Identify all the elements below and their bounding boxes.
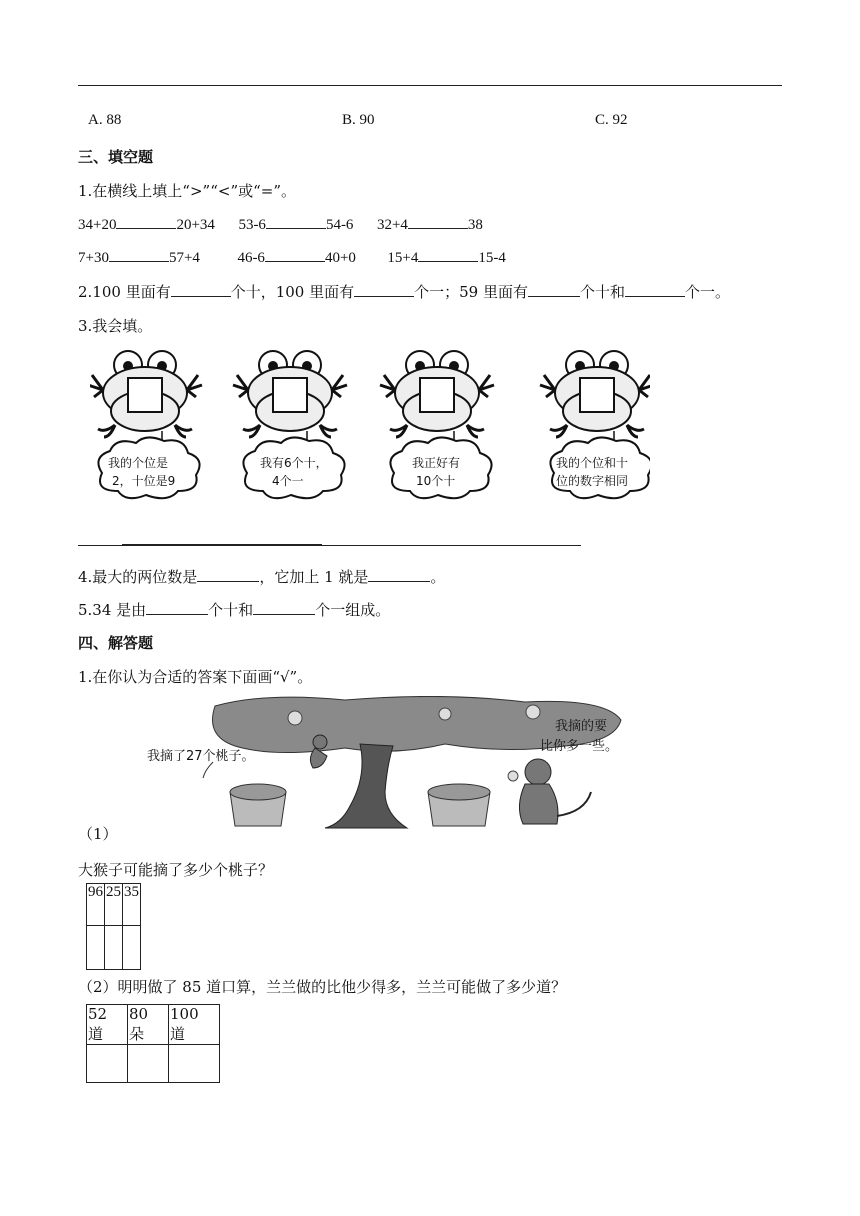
frog-3-text-2: 10个十 (416, 474, 456, 488)
blank[interactable] (171, 281, 231, 297)
check-cell[interactable] (87, 926, 105, 970)
frog-2-text-2: 4个一 (272, 474, 304, 488)
peach-tree-illustration (145, 696, 630, 830)
expr-right: 54-6 (325, 217, 354, 233)
expr-left: 53-6 (238, 217, 266, 233)
expr-right: 40+0 (324, 250, 356, 266)
check-cell[interactable] (128, 1045, 169, 1083)
choice-b: B. 90 (342, 112, 375, 128)
option-cell: 52 道 (87, 1005, 128, 1045)
expr-right: 38 (467, 217, 483, 233)
option-cell: 80 朵 (128, 1005, 169, 1045)
compare-row-2 (78, 246, 506, 267)
s4-q1-prompt: 1.在你认为合适的答案下面画“√”。 (78, 668, 313, 686)
check-cell[interactable] (105, 926, 123, 970)
option-cell: 35 (123, 884, 141, 926)
compare-row-1 (78, 213, 483, 234)
choice-a: A. 88 (88, 112, 122, 128)
blank[interactable] (109, 246, 169, 262)
answer-rule[interactable] (78, 545, 581, 546)
sub1-question: 大猴子可能摘了多少个桃子？ (78, 861, 274, 879)
sub1-answer-table (86, 883, 141, 970)
bubble-left-text: 我摘了27个桃子。 (147, 749, 255, 764)
blank[interactable] (197, 566, 259, 582)
expr-right: 20+34 (176, 217, 215, 233)
section-4-title: 四、解答题 (78, 634, 154, 652)
q2-line: 2.100 里面有 个十，100 里面有 个一；59 里面有 个十和 个一。 (78, 283, 731, 301)
check-cell[interactable] (169, 1045, 220, 1083)
frog-4-text-1: 我的个位和十 (556, 456, 629, 470)
sub2-answer-table (86, 1004, 220, 1083)
header-rule (78, 85, 782, 86)
section-3-title: 三、填空题 (78, 148, 154, 166)
expr-left: 46-6 (237, 250, 265, 266)
expr-left: 34+20 (78, 217, 117, 233)
frog-1-text-1: 我的个位是 (108, 456, 169, 470)
expr-left: 32+4 (376, 217, 408, 233)
sub1-label: （1） (78, 825, 118, 843)
frogs-illustration (90, 345, 650, 515)
option-cell: 96 (87, 884, 105, 926)
q1-prompt: 1.在横线上填上“>”“<”或“=”。 (78, 182, 297, 200)
check-cell[interactable] (87, 1045, 128, 1083)
blank[interactable] (528, 281, 580, 297)
check-cell[interactable] (123, 926, 141, 970)
blank[interactable] (418, 246, 478, 262)
frog-3-text-1: 我正好有 (412, 456, 461, 470)
frog-4-text-2: 位的数字相同 (556, 474, 629, 488)
q5-line: 5.34 是由 个十和 个一组成。 (78, 601, 391, 619)
expr-right: 15-4 (478, 250, 506, 266)
frog-2-text-1: 我有6个十， (260, 456, 328, 470)
q3-prompt: 3.我会填。 (78, 317, 153, 335)
expr-left: 15+4 (387, 250, 419, 266)
blank[interactable] (253, 599, 315, 615)
choice-c: C. 92 (595, 112, 628, 128)
expr-right: 57+4 (168, 250, 200, 266)
blank[interactable] (408, 213, 468, 229)
blank[interactable] (354, 281, 414, 297)
blank[interactable] (116, 213, 176, 229)
option-cell: 25 (105, 884, 123, 926)
blank[interactable] (266, 213, 326, 229)
option-cell: 100 道 (169, 1005, 220, 1045)
frog-1-text-2: 2，十位是9 (112, 474, 176, 488)
q4-line: 4.最大的两位数是 ，它加上 1 就是 。 (78, 568, 446, 586)
sub2-question: （2）明明做了 85 道口算，兰兰做的比他少得多，兰兰可能做了多少道？ (78, 978, 567, 996)
blank[interactable] (146, 599, 208, 615)
blank[interactable] (625, 281, 685, 297)
expr-left: 7+30 (78, 250, 109, 266)
blank[interactable] (368, 566, 430, 582)
bubble-right-text-1: 我摘的要 (555, 719, 608, 734)
blank[interactable] (265, 246, 325, 262)
bubble-right-text-2: 比你多一些。 (540, 739, 619, 754)
